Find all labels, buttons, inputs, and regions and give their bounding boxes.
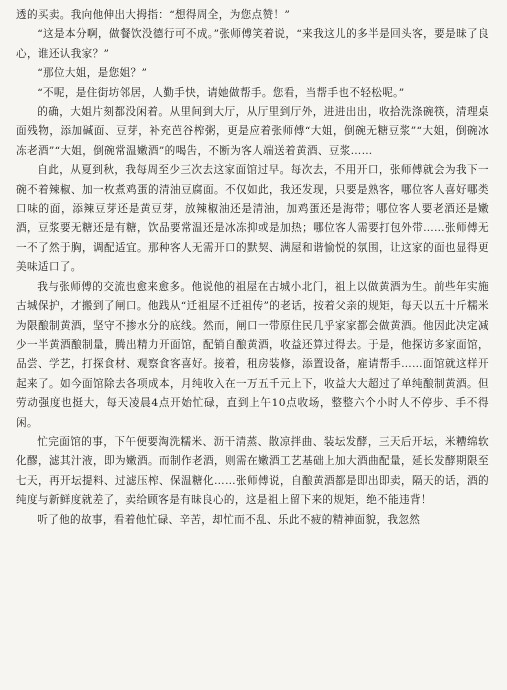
paragraph: “不呢，是住街坊邻居，人勤手快，请她做帮手。您看，当帮手也不轻松呢。” <box>37 86 405 99</box>
paragraph: 忙完面馆的事，下午便要淘洗糯米、沥干清蒸、散凉拌曲、装坛发酵，三天后开坛，米糟绵软化醪，滤其汁液，即为嫩酒。而制作老酒，则需在嫩酒工艺基础上加大酒曲配量，延长发酵期限至七天，再开坛提料、过滤压榨、保温糖化……张师傅说，自酿黄酒都是即出即卖，隔天的话，酒的纯度与新鲜度就差了，卖给顾客是有昧良心的，这是祖上留下来的规矩，绝不能违背！ <box>16 435 489 507</box>
paragraph: 透的买卖。我向他伸出大拇指：“想得周全，为您点赞！” <box>16 9 291 21</box>
paragraph: 的确，大姐片刻都没闲着。从里间到大厅，从厅里到厅外，进进出出，收拾洗涤碗筷，清理桌面残物，添加碱面、豆芽，补充芭谷榨粥，更是应着张师傅“大姐，倒碗无糖豆浆”“大姐，倒碗冰冻老酒”“大姐，倒碗常温嫩酒”的喝吿，不断为客人端送着黄酒、豆浆…… <box>16 106 489 157</box>
paragraph: “那位大姐，是您姐？” <box>37 67 148 80</box>
paragraph: 听了他的故事，看着他忙碌、辛苦，却忙而不乱、乐此不疲的精神面貌，我忽然 <box>37 513 421 526</box>
paragraph: 我与张师傅的交流也愈来愈多。他说他的祖屋在古城小北门，祖上以做黄酒为生。前些年实施古城保护，才搬到了闸口。他践从“迁祖屋不迁祖传”的老话，按着父亲的规矩，每天以五十斤糯米为限酿制黄酒，坚守不掺水分的底线。然而，闸口一带原住民几乎家家都会做黄酒。他因此决定减少一半黄酒酿制量，腾出精力开面馆，配销自酿黄酒，收益还算过得去。于是，他探访多家面馆，品尝、学艺，打探食材、观察食客喜好。接着，租房装修，添置设备，雇请帮手……面馆就这样开起来了。如今面馆除去各项成本，月纯收入在一万五千元上下，收益大大超过了单纯酿制黄酒。但劳动强度也挺大，每天凌晨4点开始忙碌，直到上午10点收场，整整六个小时人不停步、手不得闲。 <box>16 280 489 429</box>
paragraph: 自此，从夏到秋，我每周至少三次去这家面馆过早。每次去，不用开口，张师傅就会为我下一碗不着辣椒、加一枚煮鸡蛋的清油豆腐面。不仅如此，我还发现，只要是熟客，哪位客人喜好哪类口味的面，添辣豆芽还是黄豆芽，放辣椒油还是清油，加鸡蛋还是海带；哪位客人要老酒还是嫩酒，豆浆要无糖还是有糖，饮品要常温还是冰冻抑或是加热；哪位客人需要打包外带……张师傅无一不了然于胸，调配适宜。那种客人无需开口的默契、满屋和谐愉悦的氛围，让这家的面也显得更美味适口了。 <box>16 164 489 274</box>
paragraph: “这是本分啊，做餐饮没德行可不成。”张师傅笑着说，“来我这儿的多半是回头客，要是昧了良心，谁还认我家？” <box>16 28 489 60</box>
